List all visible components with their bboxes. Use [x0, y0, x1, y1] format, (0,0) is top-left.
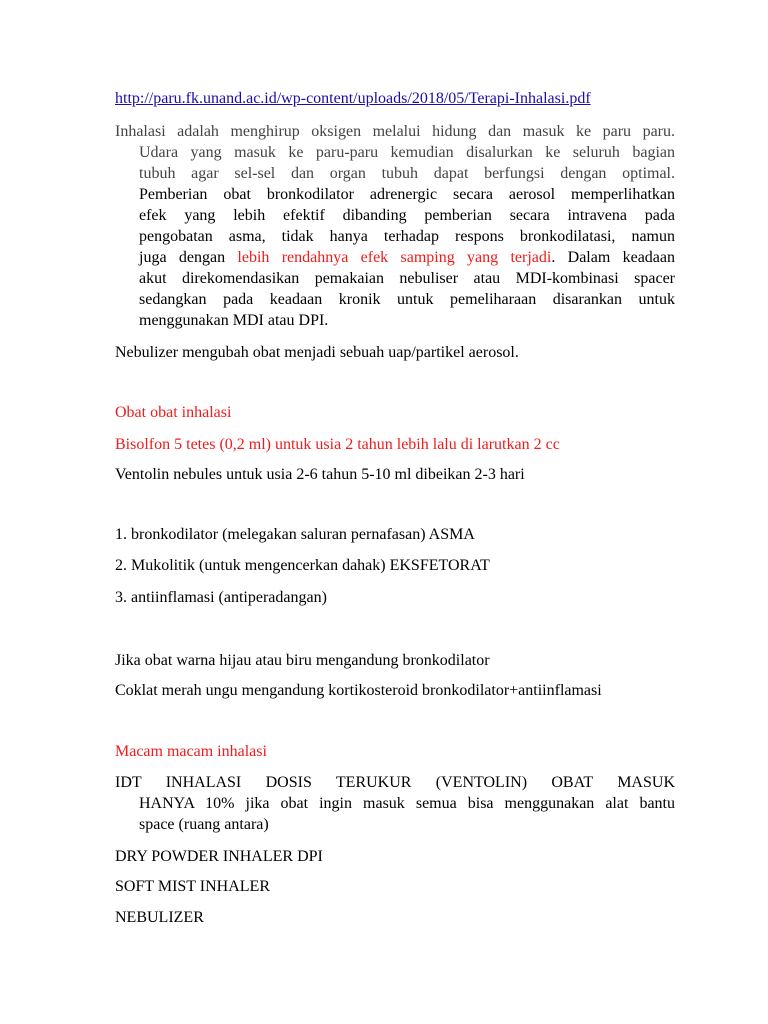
para1-line7: [139, 247, 675, 268]
para1-line7-b: . Dalam keadaan: [551, 249, 676, 266]
obat-heading: Obat obat inhalasi: [115, 404, 232, 421]
warna-line-1: Jika obat warna hijau atau biru mengandung bronkodilator: [115, 652, 490, 669]
para1-line3: tubuh agar sel-sel dan organ tubuh dapat berfungsi dengan optimal.: [139, 165, 675, 182]
para1-line8: akut direkomendasikan pemakaian nebuliser atau MDI-kombinasi spacer: [139, 270, 675, 287]
idt-line2: HANYA 10% jika obat ingin masuk semua bisa menggunakan alat bantu: [139, 795, 675, 812]
list-item-3: 3. antiinflamasi (antiperadangan): [115, 589, 327, 606]
para1-line5: efek yang lebih efektif dibanding pemberian secara intravena pada: [139, 207, 675, 224]
para1-line10: menggunakan MDI atau DPI.: [139, 312, 329, 329]
bisolfon-line: Bisolfon 5 tetes (0,2 ml) untuk usia 2 tahun lebih lalu di larutkan 2 cc: [115, 436, 560, 453]
smi-line: SOFT MIST INHALER: [115, 878, 270, 895]
source-link[interactable]: http://paru.fk.unand.ac.id/wp-content/uploads/2018/05/Terapi-Inhalasi.pdf: [115, 90, 591, 107]
warna-line-2: Coklat merah ungu mengandung kortikosteroid bronkodilator+antiinflamasi: [115, 682, 602, 699]
list-item-2: 2. Mukolitik (untuk mengencerkan dahak) EKSFETORAT: [115, 557, 490, 574]
dpi-line: DRY POWDER INHALER DPI: [115, 848, 323, 865]
ventolin-line: Ventolin nebules untuk usia 2-6 tahun 5-10 ml dibeikan 2-3 hari: [115, 466, 525, 483]
para1-line9: sedangkan pada keadaan kronik untuk pemeliharaan disarankan untuk: [139, 291, 675, 308]
para1-line2: Udara yang masuk ke paru-paru kemudian disalurkan ke seluruh bagian: [139, 144, 675, 161]
idt-line3: space (ruang antara): [139, 816, 269, 833]
para1-line7-a: juga dengan: [139, 249, 238, 266]
highlight-red-text: lebih rendahnya efek samping yang terjadi: [237, 249, 552, 266]
para1-line4: Pemberian obat bronkodilator adrenergic secara aerosol memperlihatkan: [139, 186, 675, 203]
idt-line1: IDT INHALASI DOSIS TERUKUR (VENTOLIN) OBAT MASUK: [115, 774, 675, 791]
macam-heading: Macam macam inhalasi: [115, 743, 267, 760]
para1-line1: Inhalasi adalah menghirup oksigen melalui hidung dan masuk ke paru paru.: [115, 123, 675, 140]
nebulizer-item: NEBULIZER: [115, 909, 204, 926]
list-item-1: 1. bronkodilator (melegakan saluran pernafasan) ASMA: [115, 526, 475, 543]
nebulizer-line: Nebulizer mengubah obat menjadi sebuah uap/partikel aerosol.: [115, 344, 519, 361]
para1-line6: pengobatan asma, tidak hanya terhadap respons bronkodilatasi, namun: [139, 228, 675, 245]
